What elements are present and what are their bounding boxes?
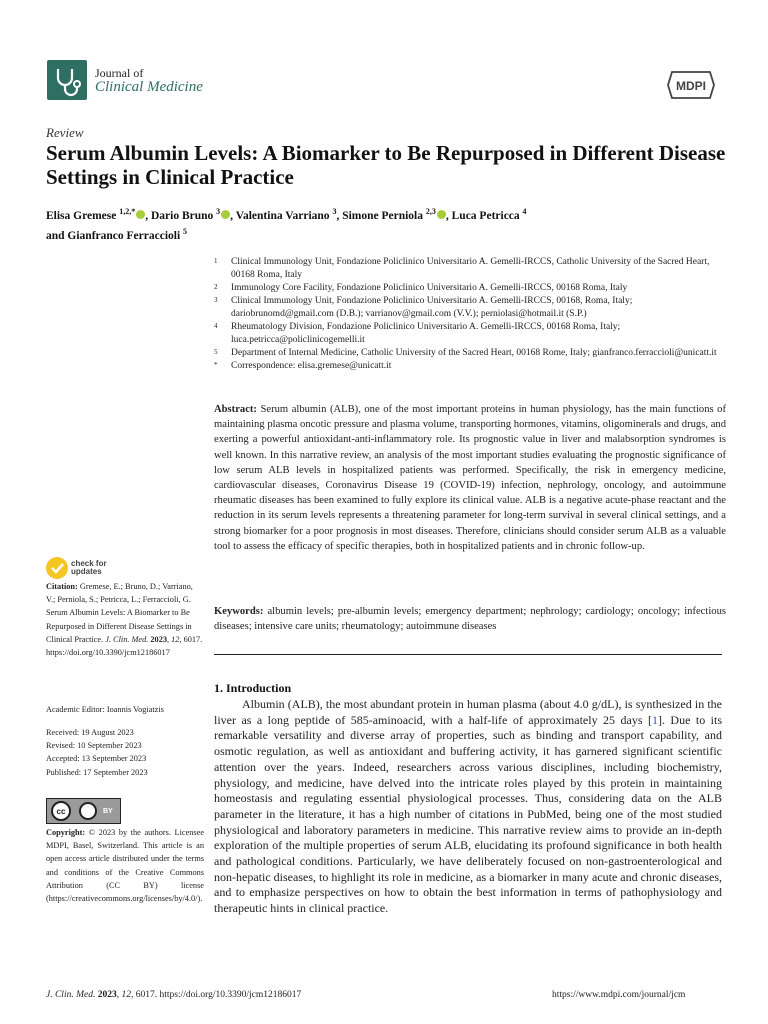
- publication-dates: [46, 726, 204, 779]
- copyright-notice: [46, 826, 204, 905]
- affiliation-text: Rheumatology Division, Fondazione Policlinico Universitario A. Gemelli-IRCCS, 00168 Roma, Italy; luca.petricca@policlinicogemelli.it: [231, 322, 621, 345]
- author-line-1: Elisa Gremese $^{1,2,*}$ , Dario Bruno $^3$ , Valentina Varriano $^3$, Simone Perniola $^{2,3}$ , Luca Petricca $^4$: [46, 207, 527, 222]
- author-affil-sup: 5: [183, 226, 188, 236]
- check-line-2: updates: [71, 567, 102, 576]
- check-icon: [46, 557, 68, 579]
- orcid-icon[interactable]: [136, 210, 145, 219]
- intro-text: Albumin (ALB), the most abundant protein in human plasma (about 4.0 g/dL), is synthesized in the liver as a long peptide of 585-aminoacid, with a half-life of approximately 25 days [: [214, 697, 722, 727]
- keywords: [214, 604, 726, 634]
- academic-editor: Academic Editor: Ioannis Vogiatzis: [46, 705, 164, 714]
- author-line-2: [46, 224, 736, 244]
- author-name[interactable]: Gianfranco Ferraccioli: [67, 229, 181, 242]
- footer-doi[interactable]: , 6017. https://doi.org/10.3390/jcm12186017: [130, 990, 302, 1000]
- keywords-text: albumin levels; pre-albumin levels; emergency department; nephrology; cardiology; oncology; infectious diseases; intensive care units; rheumatology; autoimmune diseases: [214, 606, 726, 633]
- author-affil-sup: 2,3: [425, 207, 436, 216]
- footer-year: 2023: [97, 990, 117, 1000]
- citation-journal: J. Clin. Med.: [105, 634, 149, 644]
- cc-by-license-badge[interactable]: [46, 798, 121, 824]
- affiliation-number: 1: [214, 257, 218, 265]
- cc-by-label: BY: [103, 807, 113, 815]
- copyright-text: © 2023 by the authors. Licensee MDPI, Basel, Switzerland. This article is an open access article distributed under the terms and conditions of the Creative Commons Attribution (CC BY) license (https://creativecommons.org/licenses/by/4.0/).: [46, 828, 205, 904]
- article-title: Serum Albumin Levels: A Biomarker to Be Repurposed in Different Disease Settings in Clinical Practice: [46, 141, 726, 189]
- reference-link[interactable]: 1: [651, 712, 658, 727]
- intro-text-continued: ]. Due to its remarkable versatility and diverse array of properties, such as binding and transport capability, and osmotic regulation, as well as antioxidant and buffering activity, it has garnered significant scientific attention over the years. Indeed, researchers across various disciplines, including biochemistry, physiology, and medicine, have delved into the intricate roles played by this protein in maintaining homeostasis and regulating essential physiological processes. Thus, considering data on the ALB parameter in the literature, it has a high number of citations in PubMed, being one of the most studied physiological and laboratory parameters in medicine. This narrative review aims to provide an in-depth exploration of the multiple properties of serum ALB, elucidating its profound significance in both health and pathological conditions. Particularly, we have deliberately focused on non-gastroenterological and non-hepatic diseases, to highlight its role in medicine, as a biomarker in many acute and chronic diseases, and to emphasize perspectives on how to obtain the best information in terms of pathophysiology and therapeutic hints in clinical practice.: [214, 712, 722, 916]
- journal-logo: [47, 60, 87, 100]
- affiliation-text: Clinical Immunology Unit, Fondazione Policlinico Universitario A. Gemelli-IRCCS, 00168, Roma, Italy; dariobrunomd@gmail.com (D.B.); varrianov@gmail.com (V.V.); perniolasi@hotmail.it (S.P.): [231, 296, 633, 319]
- date-published: Published: 17 September 2023: [46, 767, 148, 777]
- author-name[interactable]: Luca Petricca: [451, 209, 520, 222]
- footer-volume: 12: [121, 990, 131, 1000]
- check-line-1: check for: [71, 559, 107, 568]
- citation-doi[interactable]: , 6017. https://doi.org/10.3390/jcm12186017: [46, 634, 203, 658]
- section-heading-introduction: 1. Introduction: [214, 681, 292, 695]
- affiliation-item: [214, 360, 726, 373]
- stethoscope-icon: [47, 60, 87, 100]
- attribution-icon: [79, 802, 97, 820]
- affiliation-number: *: [214, 361, 218, 369]
- journal-name: Clinical Medicine: [95, 79, 203, 95]
- author-name[interactable]: Elisa Gremese: [46, 209, 117, 222]
- affiliation-item: [214, 256, 726, 282]
- affiliation-text: Immunology Core Facility, Fondazione Policlinico Universitario A. Gemelli-IRCCS, 00168 Roma, Italy: [231, 283, 628, 293]
- abstract: [214, 402, 726, 554]
- journal-prefix: Journal of: [95, 66, 144, 80]
- footer-citation: J. Clin. Med. 2023, 12, 6017. https://doi.org/10.3390/jcm12186017: [46, 990, 302, 1000]
- author-list: [46, 204, 736, 244]
- affiliation-text: Department of Internal Medicine, Catholic University of the Sacred Heart, 00168 Rome, Italy; gianfranco.ferraccioli@unicatt.it: [231, 348, 717, 358]
- affiliation-item: [214, 282, 726, 295]
- affiliation-number: 2: [214, 283, 218, 291]
- cc-icon: cc: [51, 801, 71, 821]
- affiliation-item: [214, 295, 726, 321]
- affiliation-item: [214, 321, 726, 347]
- date-revised: Revised: 10 September 2023: [46, 741, 142, 751]
- citation-volume: 12: [171, 634, 180, 644]
- publisher-logo: [666, 70, 716, 105]
- orcid-icon[interactable]: [437, 210, 446, 219]
- author-affil-sup: 3: [332, 207, 337, 216]
- correspondence-text[interactable]: Correspondence: elisa.gremese@unicatt.it: [231, 361, 392, 371]
- citation-year: 2023: [150, 634, 167, 644]
- mdpi-logo-icon: [666, 70, 716, 100]
- orcid-icon[interactable]: [221, 210, 230, 219]
- date-accepted: Accepted: 13 September 2023: [46, 754, 147, 764]
- author-name[interactable]: Dario Bruno: [151, 209, 214, 222]
- citation-label: Citation:: [46, 582, 78, 591]
- keywords-label: Keywords:: [214, 606, 264, 617]
- check-for-updates-label: [71, 560, 107, 576]
- citation-block: Citation: Gremese, E.; Bruno, D.; Varriano, V.; Perniola, S.; Petricca, L.; Ferraccioli, G. Serum Albumin Levels: A Biomarker to Be Repurposed in Different Disease Settings in Clinical Practice. J. Clin. Med. 2023, 12, 6017. https://doi.org/10.3390/jcm12186017: [46, 582, 203, 658]
- affiliations: [214, 256, 726, 373]
- footer-journal-url[interactable]: https://www.mdpi.com/journal/jcm: [552, 990, 686, 1000]
- copyright-label: Copyright:: [46, 828, 86, 837]
- affiliation-item: [214, 347, 726, 360]
- affiliation-number: 4: [214, 322, 218, 330]
- citation-text: Gremese, E.; Bruno, D.; Varriano, V.; Perniola, S.; Petricca, L.; Ferraccioli, G. Serum Albumin Levels: A Biomarker to Be Repurposed in Different Disease Settings in Clinical Practice.: [46, 582, 193, 644]
- footer-journal: J. Clin. Med.: [46, 990, 96, 1000]
- article-type: Review: [46, 125, 84, 140]
- author-affil-sup: 3: [216, 207, 221, 216]
- abstract-text: Serum albumin (ALB), one of the most important proteins in human physiology, has the main functions of maintaining plasma oncotic pressure and plasma volume, transporting hormones, vitamins, oligominerals and drugs, and exerting a powerful antioxidant-anti-inflammatory role. Its prognostic value in liver and malabsorption syndromes is well known. In this narrative review, an analysis of the most important studies evaluating the prognostic significance of low serum ALB levels in hospitalized patients was performed. Specifically, the risk in emergency medicine, cardiovascular diseases, Coronavirus Disease 19 (COVID-19) infection, nephrology, oncology, and autoimmune rheumatic diseases has been examined to fully explore its clinical value. ALB is a negative acute-phase reactant and the reduction in its serum levels represents a threatening parameter for long-term survival in several clinical settings, and a strong biomarker for a poor prognosis in most diseases. Therefore, clinicians should consider serum ALB as a valuable tool to assess the efficacy of specific therapies, both in hospitalized patients and in chronic follow-up.: [214, 404, 726, 552]
- author-name[interactable]: Valentina Varriano: [235, 209, 330, 222]
- author-affil-sup: 4: [522, 207, 527, 216]
- abstract-label: Abstract:: [214, 404, 257, 415]
- check-for-updates-badge[interactable]: [46, 557, 107, 579]
- affiliation-number: 3: [214, 296, 218, 304]
- affiliation-number: 5: [214, 348, 218, 356]
- introduction-body: [214, 697, 722, 917]
- section-divider: [214, 654, 722, 655]
- publisher-name: MDPI: [676, 79, 706, 93]
- affiliation-text: Clinical Immunology Unit, Fondazione Policlinico Universitario A. Gemelli-IRCCS, Catholic University of the Sacred Heart, 00168 Roma, Italy: [231, 257, 710, 280]
- author-conjunction: and: [46, 229, 65, 242]
- author-name[interactable]: Simone Perniola: [342, 209, 424, 222]
- date-received: Received: 19 August 2023: [46, 728, 134, 737]
- author-affil-sup: 1,2,*: [119, 207, 136, 216]
